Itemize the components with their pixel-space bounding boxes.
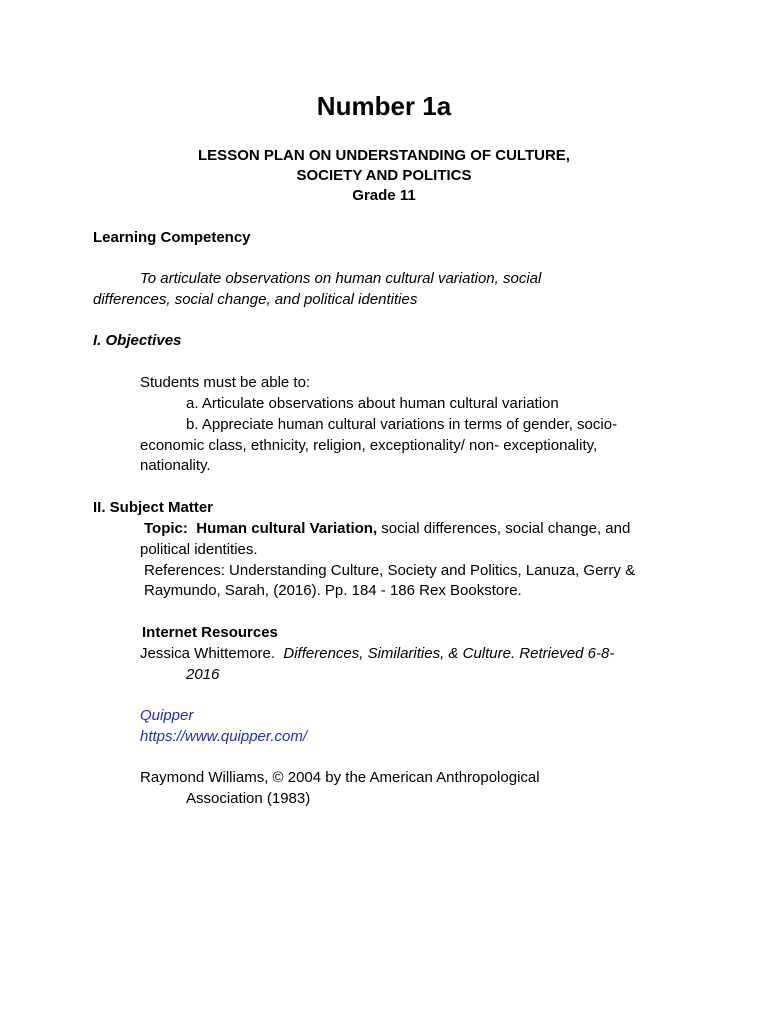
- topic-line2: political identities.: [140, 541, 258, 558]
- topic-rest: social differences, social change, and: [377, 520, 631, 537]
- subject-matter-heading: II. Subject Matter: [93, 499, 214, 516]
- learning-competency-heading: Learning Competency: [93, 229, 251, 246]
- objective-item-b-line1: b. Appreciate human cultural variations in terms of gender, socio-: [186, 416, 618, 433]
- objective-item-a: a. Articulate observations about human cultural variation: [186, 395, 559, 412]
- objective-item-b-line2: economic class, ethnicity, religion, exceptionality/ non- exceptionality,: [140, 437, 598, 454]
- objectives-intro: Students must be able to:: [140, 374, 311, 391]
- resource-whittemore-author: Jessica Whittemore.: [140, 645, 276, 662]
- references-line1: References: Understanding Culture, Society and Politics, Lanuza, Gerry &: [144, 562, 636, 579]
- internet-resources-heading: Internet Resources: [142, 624, 278, 641]
- grade-label: Grade 11: [352, 187, 416, 204]
- topic-main: Human cultural Variation,: [196, 520, 378, 537]
- competency-text-line1: To articulate observations on human cultural variation, social: [140, 270, 542, 287]
- lesson-plan-title-line2: SOCIETY AND POLITICS: [296, 167, 472, 184]
- resource-whittemore-year: 2016: [186, 666, 220, 683]
- resource-williams-line1: Raymond Williams, © 2004 by the American Anthropological: [140, 769, 540, 786]
- page-title: Number 1a: [316, 91, 452, 121]
- competency-text-line2: differences, social change, and political identities: [93, 291, 418, 308]
- quipper-link-name[interactable]: Quipper: [140, 707, 194, 724]
- resource-whittemore-title: Differences, Similarities, & Culture. Retrieved 6-8-: [283, 645, 615, 662]
- references-line2: Raymundo, Sarah, (2016). Pp. 184 - 186 Rex Bookstore.: [144, 582, 522, 599]
- objective-item-b-line3: nationality.: [140, 457, 211, 474]
- objectives-heading: I. Objectives: [93, 332, 182, 349]
- resource-whittemore-line1: [140, 644, 614, 664]
- lesson-plan-title-line1: LESSON PLAN ON UNDERSTANDING OF CULTURE,: [198, 147, 570, 164]
- quipper-url-link[interactable]: https://www.quipper.com/: [140, 728, 308, 745]
- topic-label: Topic:: [144, 520, 188, 537]
- resource-williams-line2: Association (1983): [186, 790, 311, 807]
- topic-line1: [144, 519, 630, 539]
